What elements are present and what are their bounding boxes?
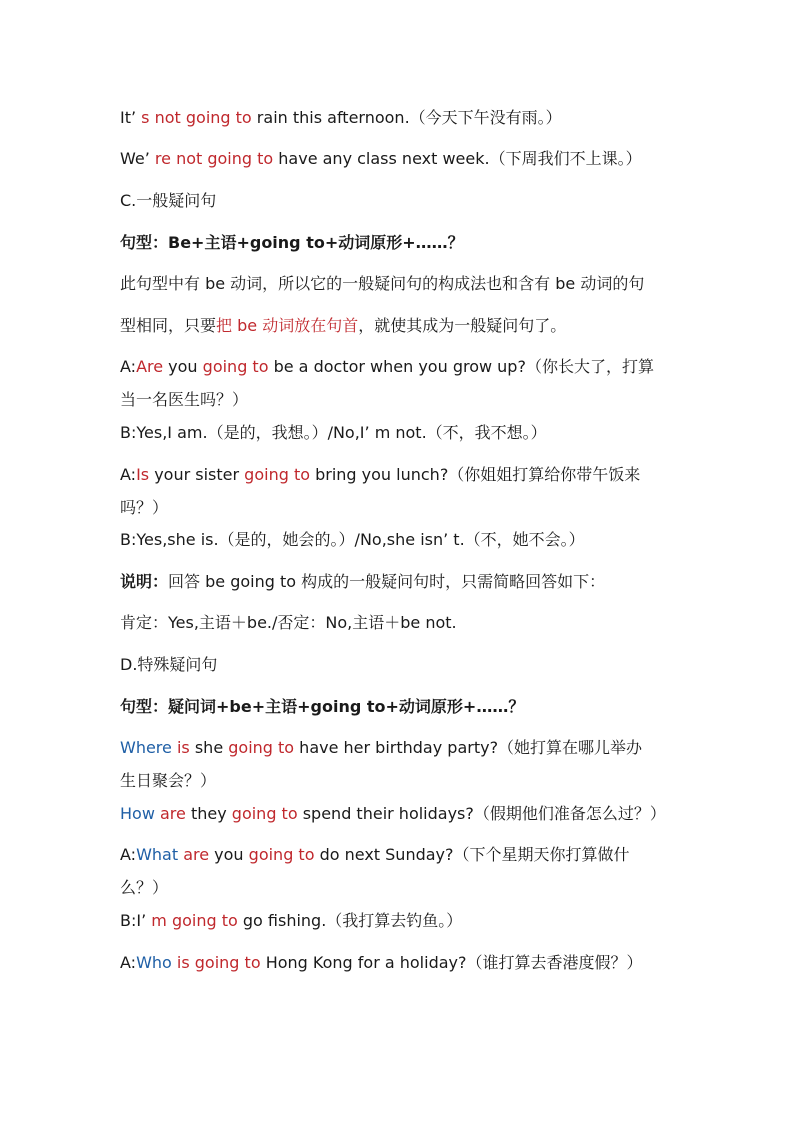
text-segment: B:Yes,she is.（是的，她会的。）/No,she isn’ t.（不，她不会。） [120,530,585,549]
text-segment: D.特殊疑问句 [120,655,218,674]
text-segment: A: [120,953,137,972]
text-segment: A: [120,845,137,864]
text-segment: Who [136,953,172,972]
text-segment: 说明： [120,572,169,591]
text-line-15 [120,654,684,676]
text-line-20 [120,844,684,866]
text-segment: have her birthday party?（她打算在哪儿举办 [294,738,643,757]
text-segment: going to [244,465,311,484]
text-segment: 型相同，只要 [120,316,217,335]
text-line-5 [120,273,684,295]
text-segment: B:Yes,I am.（是的，我想。）/No,I’ m not.（不，我不想。） [120,423,547,442]
text-line-1 [120,107,684,129]
text-segment: Hong Kong for a holiday?（谁打算去香港度假？） [260,953,643,972]
text-segment: What [136,845,179,864]
text-line-3 [120,190,684,212]
text-segment: B:I’ [120,911,152,930]
text-segment: is going to [176,953,261,972]
text-segment: going to [228,738,295,757]
text-segment: be a doctor when you grow up?（你长大了，打算 [268,357,654,376]
text-segment: 句型：Be+主语+going to+动词原形+……？ [120,233,464,252]
text-line-18 [120,770,684,792]
text-segment: Is [136,465,150,484]
text-segment: you [209,845,249,864]
text-segment: 生日聚会？） [120,771,217,790]
text-segment: 回答 be going to 构成的一般疑问句时，只需简略回答如下： [168,572,606,591]
text-segment: It’ [120,108,142,127]
text-line-19 [120,803,684,825]
text-segment: 么？） [120,878,169,897]
text-segment: spend their holidays?（假期他们准备怎么过？） [297,804,666,823]
text-segment: C.一般疑问句 [120,191,217,210]
text-line-17 [120,737,684,759]
text-segment: they [185,804,232,823]
text-line-21 [120,877,684,899]
text-line-11 [120,497,684,519]
text-segment: 吗？） [120,498,169,517]
text-segment: rain this afternoon.（今天下午没有雨。） [251,108,562,127]
text-segment: 肯定：Yes,主语＋be./否定：No,主语＋be not. [120,613,457,632]
text-segment: is [176,738,190,757]
text-segment: she [189,738,229,757]
text-line-23 [120,952,684,974]
text-line-14 [120,612,684,634]
text-segment: go fishing.（我打算去钓鱼。） [237,911,463,930]
text-segment: your sister [149,465,245,484]
text-segment: 当一名医生吗？） [120,390,249,409]
text-segment: We’ [120,149,155,168]
text-segment: going to [231,804,298,823]
text-segment: going to [248,845,315,864]
text-segment: s not going to [141,108,252,127]
text-line-4 [120,232,684,254]
text-line-6 [120,315,684,337]
text-segment: Are [136,357,164,376]
text-segment: ，就使其成为一般疑问句了。 [358,316,567,335]
text-line-22 [120,910,684,932]
text-line-13 [120,571,684,593]
text-segment: are [160,804,186,823]
text-line-8 [120,389,684,411]
text-segment: re not going to [154,149,274,168]
text-line-12 [120,529,684,551]
text-line-2 [120,148,684,170]
text-segment: 句型：疑问词+be+主语+going to+动词原形+……？ [120,697,525,716]
text-segment: A: [120,357,137,376]
text-segment: bring you lunch?（你姐姐打算给你带午饭来 [310,465,641,484]
text-segment: 把 be 动词放在句首 [216,316,359,335]
text-segment: are [183,845,210,864]
text-segment: you [163,357,203,376]
text-segment: have any class next week.（下周我们不上课。） [273,149,642,168]
text-line-16 [120,696,684,718]
text-segment: m going to [151,911,238,930]
text-segment: A: [120,465,137,484]
text-segment: How [120,804,155,823]
text-line-10 [120,464,684,486]
text-segment: do next Sunday?（下个星期天你打算做什 [314,845,630,864]
text-segment: Where [120,738,172,757]
text-line-9 [120,422,684,444]
text-segment: 此句型中有 be 动词，所以它的一般疑问句的构成法也和含有 be 动词的句 [120,274,645,293]
text-line-7 [120,356,684,378]
text-segment: going to [202,357,269,376]
